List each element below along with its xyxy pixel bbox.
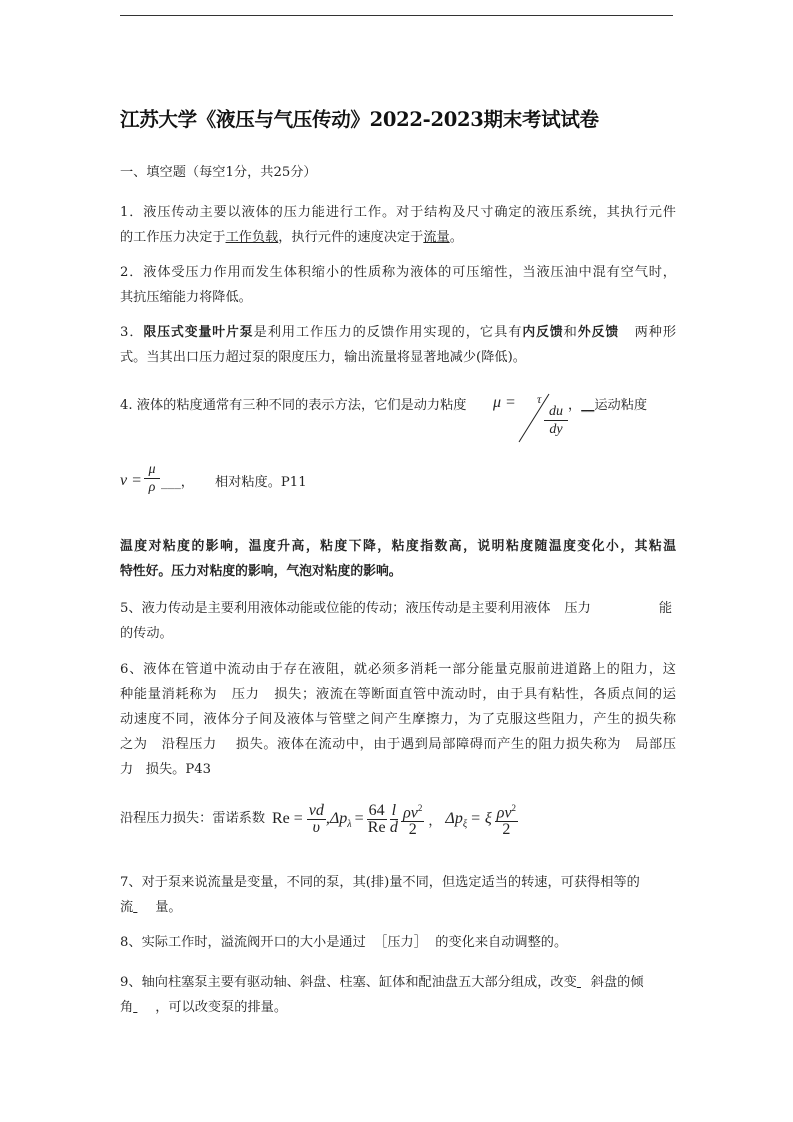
l: l [391, 801, 397, 819]
q4-kinematic-label: 运动粘度 [594, 398, 648, 413]
re-eq: Re = [272, 810, 303, 827]
q3-text-3: 两种形 [634, 325, 677, 340]
comma: ， [428, 812, 442, 828]
q3-line2: 式。当其出口压力超过泵的限度压力，输出流量将显著地减少(降低)。 [120, 350, 526, 365]
q3-num: 3． [120, 325, 144, 340]
q4-sep: ， [568, 398, 582, 413]
q3-text-2: 和 [563, 325, 578, 340]
q4-dy: dy [549, 422, 563, 437]
q7-blank [133, 895, 155, 920]
q5-end: 能 [658, 601, 672, 616]
reynolds-formula [272, 796, 518, 842]
formula-label: 沿程压力损失：雷诺系数 [120, 811, 266, 826]
question-8: 8、实际工作时，溢流阀开口的大小是通过 ［压力］ 的变化来自动调整的。 [120, 935, 568, 950]
viscosity-note [120, 534, 676, 584]
note-line2: 特性好。压力对粘度的影响，气泡对粘度的影响。 [120, 564, 402, 579]
q2-line2: 其抗压缩能力将降低。 [120, 290, 252, 305]
q9-end: ，可以改变泵的排量。 [155, 1000, 288, 1015]
q6-line3: 动速度不同，液体分子间及液体与管壁之间产生摩擦力，为了克服这些阻力，产生的损失称 [120, 712, 676, 727]
rhov2-b [495, 800, 518, 822]
re2: Re [367, 818, 386, 836]
eq-xi: = ξ [470, 810, 492, 827]
rhov2 [401, 800, 424, 822]
q9-angle: 角 [120, 1000, 134, 1015]
dp-xi: Δp [445, 810, 463, 827]
question-5 [120, 596, 676, 646]
question-2 [120, 260, 676, 310]
q6-line1: 6、液体在管道中流动由于存在液阻，就必须多消耗一部分能量克服前进道路上的阻力，这 [120, 662, 676, 677]
q3-text-1: 是利用工作压力的反馈作用实现的，它具有 [253, 325, 523, 340]
frac-vd [307, 803, 326, 836]
q3-line1 [120, 320, 676, 345]
q4-du: du [544, 404, 568, 421]
q7-line1 [120, 870, 676, 895]
xi-sub: ξ [462, 818, 468, 830]
upsilon: υ [312, 818, 321, 836]
section-heading: 一、填空题（每空1分，共25分） [120, 165, 317, 180]
question-1 [120, 200, 676, 250]
eq: = [354, 810, 364, 827]
q9-line1 [120, 970, 676, 995]
question-6 [120, 657, 676, 782]
q3-answer-2: 内反馈 [522, 325, 564, 340]
q4-tau: τ [537, 392, 542, 406]
dp-lambda: ,Δp [325, 810, 348, 827]
q4-line1-text: 4. 液体的粘度通常有三种不同的表示方法，它们是动力粘度 [120, 398, 467, 413]
q1-line1: 1．液压传动主要以液体的压力能进行工作。对于结构及尺寸确定的液压系统，其执行元件 [120, 205, 676, 220]
q5-text: 5、液力传动是主要利用液体动能或位能的传动；液压传动是主要利用液体 [120, 601, 551, 616]
q5-line2: 的传动。 [120, 626, 173, 641]
question-7 [120, 870, 676, 920]
d: d [389, 818, 398, 836]
q9-blank-1 [577, 970, 591, 995]
q7-answer: 流 [120, 900, 134, 915]
q1-pre: 的工作压力决定于 [120, 230, 226, 245]
two-b: 2 [502, 821, 511, 839]
lambda-sub: λ [347, 818, 352, 830]
q4-mu-rho [144, 462, 160, 497]
frac-rhov2-b [495, 800, 518, 838]
frac-l-d [390, 803, 398, 836]
rhov: ρv [403, 804, 418, 822]
question-9 [120, 970, 676, 1020]
q9-answer: 斜盘的倾 [590, 975, 644, 990]
q6-line5: 力 损失。P43 [120, 762, 211, 777]
q6-line2: 种能量消耗称为 压力 损失；液流在等断面直管中流动时，由于具有粘性，各质点间的运 [120, 687, 676, 702]
q4-du-dy [544, 404, 568, 439]
q3-answer-1: 限压式变量叶片泵 [143, 325, 254, 340]
q4-mu2: μ [144, 462, 160, 479]
note-line1: 温度对粘度的影响，温度升高，粘度下降，粘度指数高，说明粘度随温度变化小，其粘温 [120, 539, 676, 554]
sq: 2 [417, 802, 423, 813]
q7-text: 7、对于泵来说流量是变量，不同的泵，其(排)量不同，但选定适当的转速，可获得相等的 [120, 875, 640, 890]
q4-kinematic [568, 393, 647, 418]
q1-mid: ，执行元件的速度决定于 [278, 230, 424, 245]
rhov-b: ρv [496, 804, 512, 822]
q4-rho: ρ [148, 480, 156, 495]
q1-end: 。 [449, 230, 463, 245]
q1-answer-2: 流量 [423, 230, 450, 245]
q5-line1 [120, 596, 676, 621]
frac-64-re [367, 803, 387, 836]
q4-relative: 相对粘度。P11 [215, 475, 307, 490]
q7-end: 量。 [155, 900, 182, 915]
q1-line2 [120, 225, 676, 250]
page-title: 江苏大学《液压与气压传动》2022-2023期末考试试卷 [120, 108, 599, 131]
sq-b: 2 [511, 802, 517, 813]
header-rule [120, 15, 673, 16]
q4-mu-eq: μ = [493, 394, 516, 411]
q1-answer-1: 工作负载 [225, 230, 279, 245]
q9-text: 9、轴向柱塞泵主要有驱动轴、斜盘、柱塞、缸体和配油盘五大部分组成，改变 [120, 975, 577, 990]
q2-line1: 2．液体受压力作用而发生体积缩小的性质称为液体的可压缩性，当液压油中混有空气时， [120, 265, 676, 280]
q4-nu-eq: ν = [120, 472, 142, 489]
question-3 [120, 320, 676, 370]
q5-answer: 压力 [564, 601, 591, 616]
q9-line2 [120, 995, 676, 1020]
vd: vd [308, 801, 324, 819]
q9-blank-2 [133, 995, 155, 1020]
q3-answer-3: 外反馈 [577, 325, 620, 340]
n64: 64 [368, 801, 385, 819]
q4-blank: __ [581, 398, 595, 413]
q7-line2 [120, 895, 676, 920]
frac-rhov2 [401, 800, 424, 838]
q6-line4: 之为 沿程压力 损失。液体在流动中，由于遇到局部障碍而产生的阻力损失称为 局部压 [120, 737, 676, 752]
two: 2 [408, 821, 417, 839]
q4-blank2: ___， [161, 475, 194, 490]
